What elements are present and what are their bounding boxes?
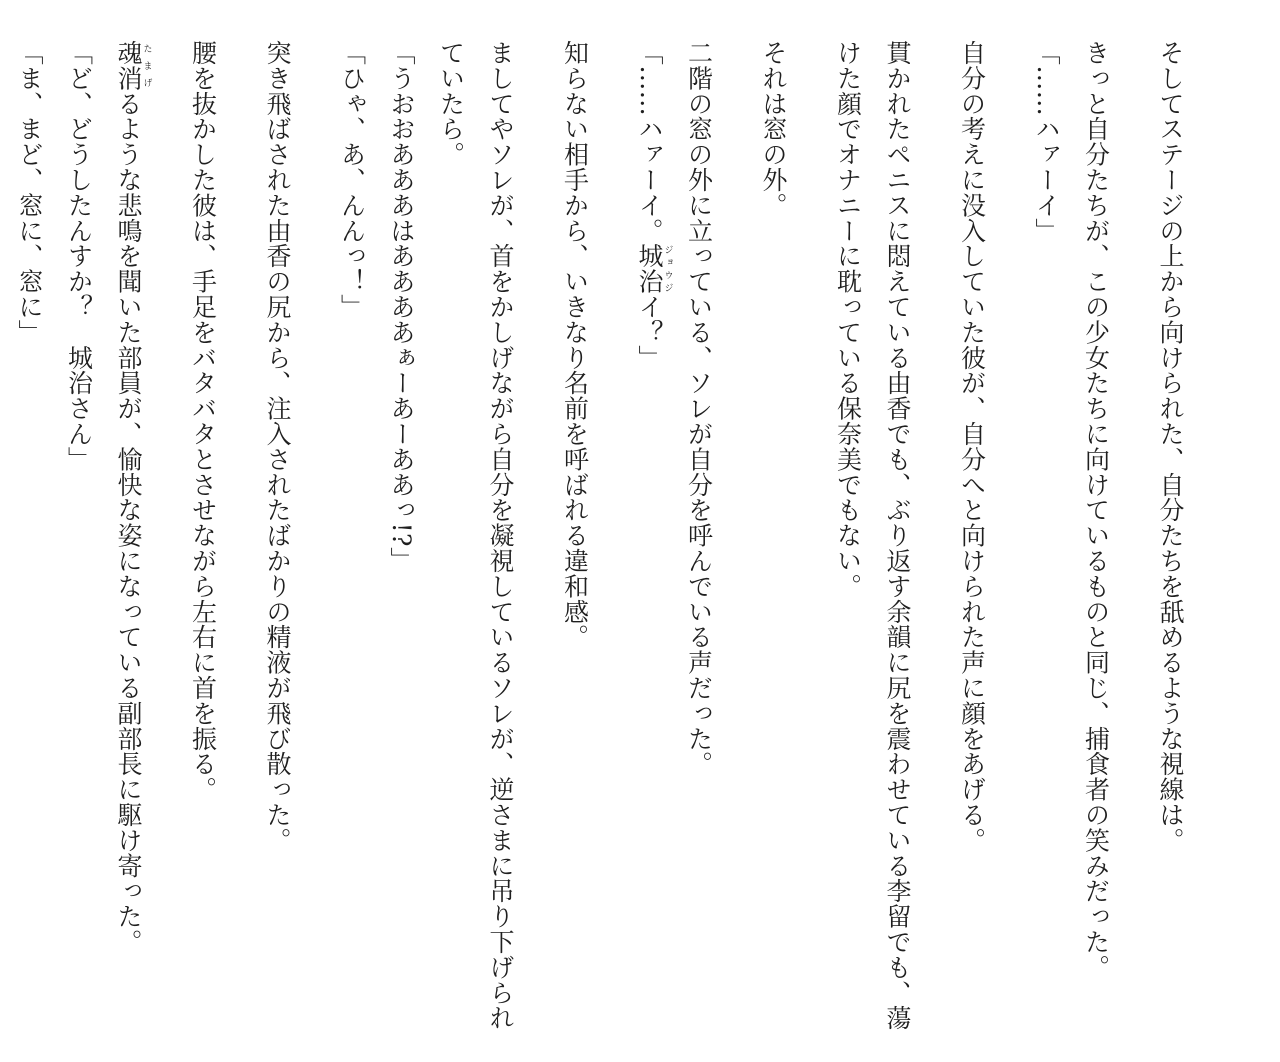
text-line: 腰を抜かした彼は、手足をバタバタとさせながら左右に首を振る。 bbox=[188, 40, 218, 802]
text-line: そしてステージの上から向けられた、自分たちを舐めるような視線は。 bbox=[1156, 40, 1185, 853]
text-line-with-ruby: 魂消たまげるような悲鳴を聞いた部員が、愉快な姿になっている副部長に駆け寄った。 bbox=[114, 40, 152, 955]
text-line: ていたら。 bbox=[436, 40, 466, 167]
text-line: 「ど、どうしたんすか？ 城治さん」 bbox=[64, 40, 94, 472]
furigana: ジョウジ bbox=[662, 243, 673, 294]
text-line: 「……ハァーイ」 bbox=[1032, 40, 1061, 244]
text-line: ましてやソレが、首をかしげながら自分を凝視しているソレが、逆さまに吊り下げられ bbox=[486, 40, 515, 1031]
text-line: けた顔でオナニーに耽っている保奈美でもない。 bbox=[833, 40, 863, 599]
ruby-annotation: 魂消たまげ bbox=[114, 40, 152, 91]
text-line: 知らない相手から、いきなり名前を呼ばれる違和感。 bbox=[560, 40, 590, 650]
furigana: たまげ bbox=[141, 40, 152, 91]
text-line: それは窓の外。 bbox=[759, 40, 788, 218]
text-line: 「ま、まど、窓に、窓に」 bbox=[15, 40, 44, 345]
text-line: きっと自分たちが、この少女たちに向けているものと同じ、捕食者の笑みだった。 bbox=[1081, 40, 1111, 980]
text-line: 「ひゃ、あ、んんっ！」 bbox=[337, 40, 367, 320]
text-line: 「うおおあああはああああぁーあーああっ!?」 bbox=[387, 40, 416, 573]
text-line: 貫かれたペニスに悶えている由香でも、ぶり返す余韻に尻を震わせている李留でも、蕩 bbox=[883, 40, 912, 1031]
text-line bbox=[0, 40, 5, 1040]
text-line: 自分の考えに没入していた彼が、自分へと向けられた声に顔をあげる。 bbox=[957, 40, 987, 853]
vertical-text-body bbox=[0, 40, 1220, 1040]
text-line-with-ruby: 「……ハァーイ。城治ジョウジイ？」 bbox=[635, 40, 673, 371]
ruby-annotation: 城治ジョウジ bbox=[635, 243, 673, 295]
text-line: 二階の窓の外に立っている、ソレが自分を呼んでいる声だった。 bbox=[684, 40, 714, 777]
text-line: 突き飛ばされた由香の尻から、注入されたばかりの精液が飛び散った。 bbox=[263, 40, 292, 853]
